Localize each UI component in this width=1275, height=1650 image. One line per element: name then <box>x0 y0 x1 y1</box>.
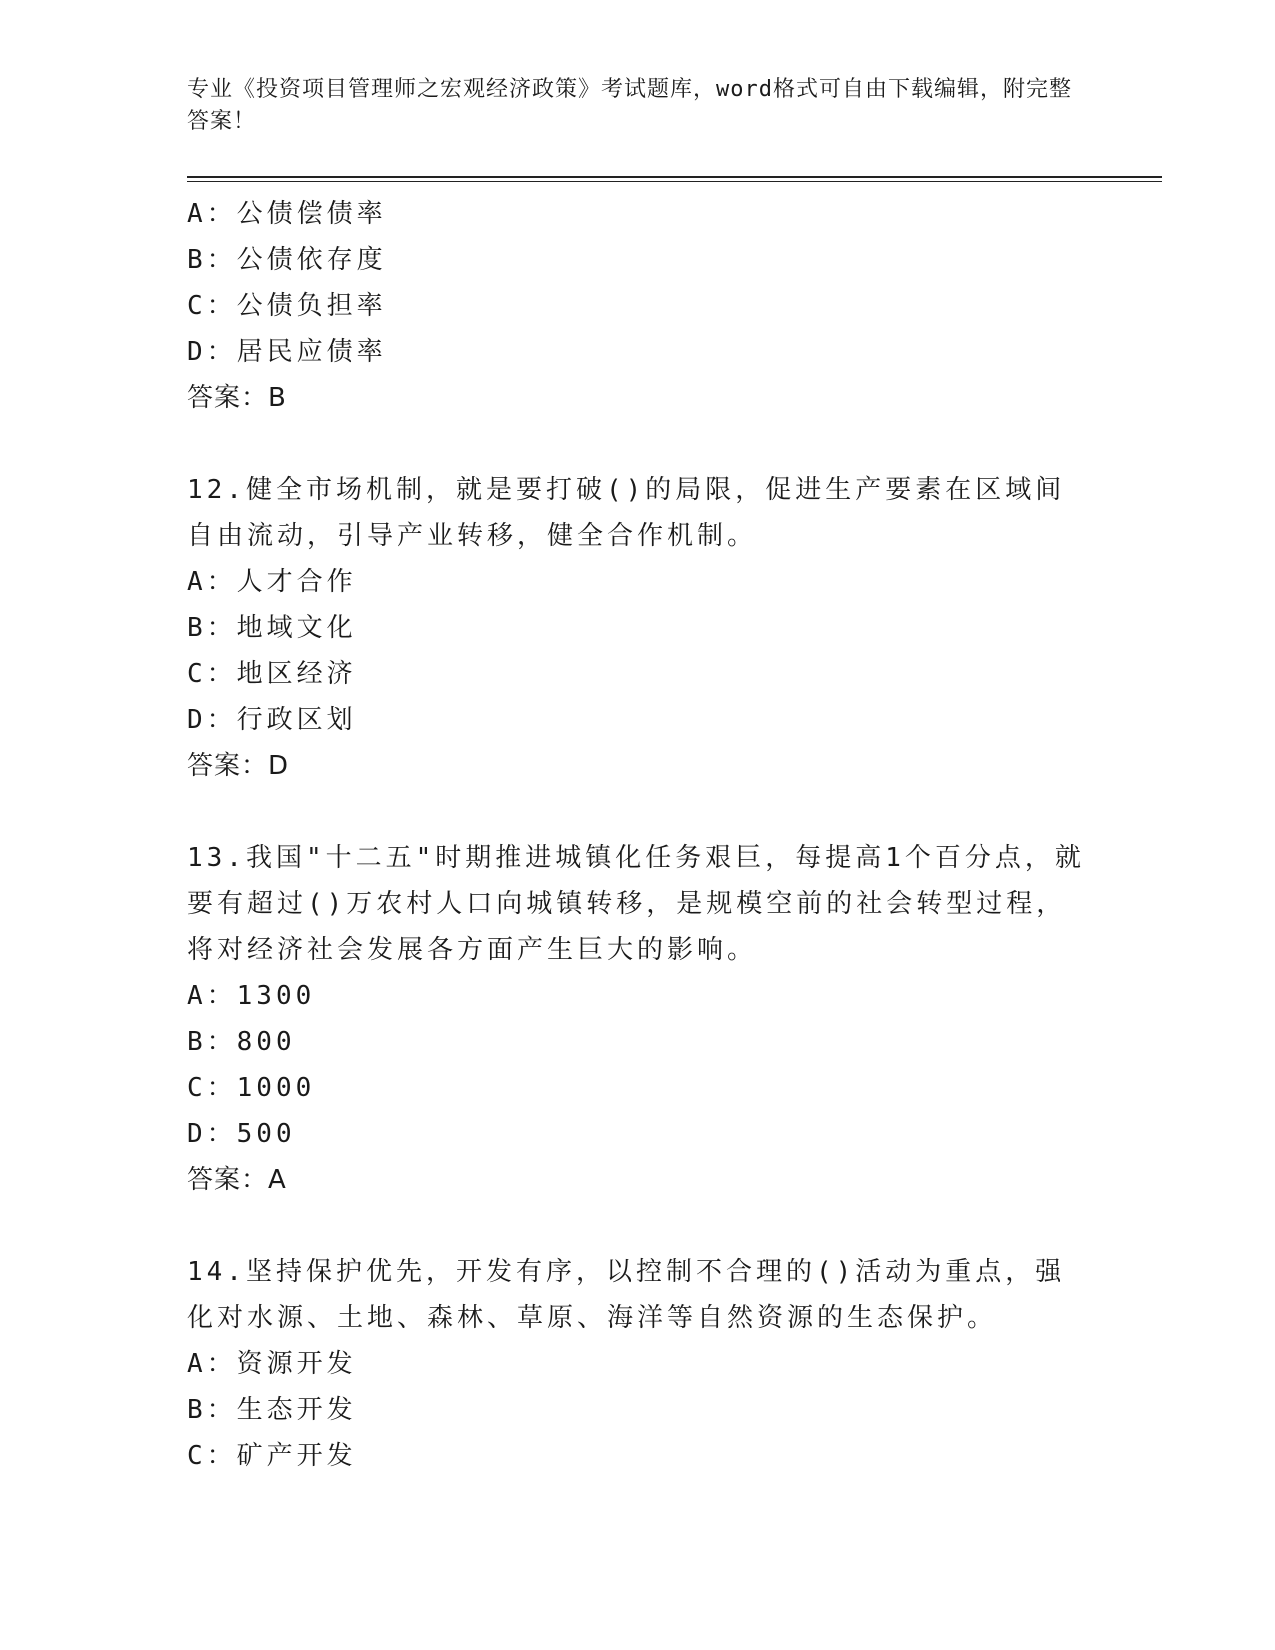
spacer <box>187 421 1162 467</box>
answer-line: 答案：B <box>187 383 287 413</box>
question-14 <box>187 1249 1162 1479</box>
option-c: C：地区经济 <box>187 659 357 689</box>
option-b: B：公债依存度 <box>187 245 387 275</box>
option-c: C：1000 <box>187 1073 316 1103</box>
option-b: B：800 <box>187 1027 296 1057</box>
answer-line: 答案：D <box>187 751 290 781</box>
option-a: A：公债偿债率 <box>187 199 387 229</box>
question-11 <box>187 191 1162 421</box>
option-c: C：公债负担率 <box>187 291 387 321</box>
option-d: D：500 <box>187 1119 296 1149</box>
option-b: B：生态开发 <box>187 1395 357 1425</box>
option-d: D：居民应债率 <box>187 337 387 367</box>
question-13 <box>187 835 1162 1203</box>
answer-line: 答案：A <box>187 1165 287 1195</box>
header-divider <box>187 176 1162 182</box>
spacer <box>187 789 1162 835</box>
option-a: A：1300 <box>187 981 316 1011</box>
option-a: A：人才合作 <box>187 567 357 597</box>
option-d: D：行政区划 <box>187 705 357 735</box>
option-c: C：矿产开发 <box>187 1441 357 1471</box>
document-header: 专业《投资项目管理师之宏观经济政策》考试题库，word格式可自由下载编辑，附完整答案！ <box>187 77 1072 134</box>
option-a: A：资源开发 <box>187 1349 357 1379</box>
option-b: B：地域文化 <box>187 613 357 643</box>
question-stem: 13.我国"十二五"时期推进城镇化任务艰巨，每提高1个百分点，就要有超过()万农村人口向城镇转移，是规模空前的社会转型过程，将对经济社会发展各方面产生巨大的影响。 <box>187 843 1085 965</box>
question-list <box>187 191 1162 1479</box>
question-stem: 12.健全市场机制，就是要打破()的局限，促进生产要素在区域间自由流动，引导产业转移，健全合作机制。 <box>187 475 1066 551</box>
question-stem: 14.坚持保护优先，开发有序，以控制不合理的()活动为重点，强化对水源、土地、森林、草原、海洋等自然资源的生态保护。 <box>187 1257 1066 1333</box>
question-12 <box>187 467 1162 789</box>
spacer <box>187 1203 1162 1249</box>
